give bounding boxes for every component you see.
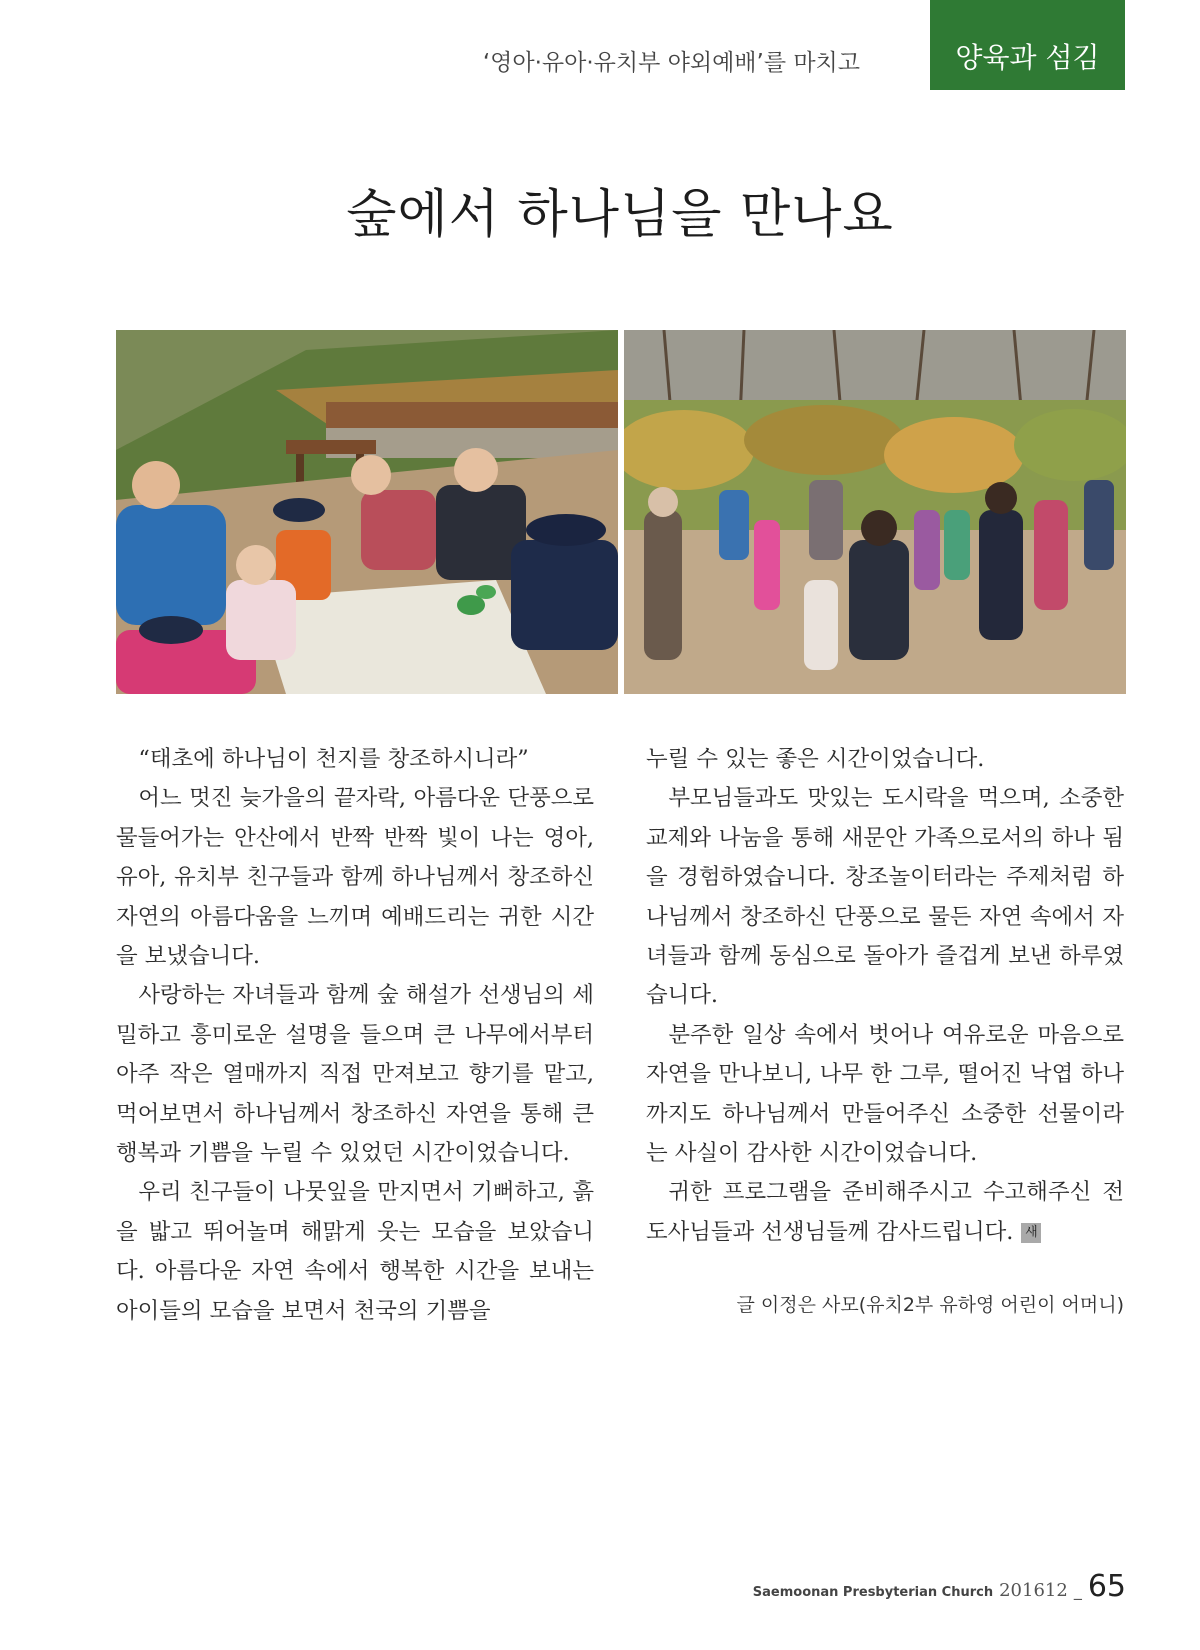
page-footer xyxy=(753,1569,1126,1604)
photo-children-drawing xyxy=(116,330,618,694)
footer-separator: _ xyxy=(1073,1581,1082,1600)
body-paragraph: 우리 친구들이 나뭇잎을 만지면서 기뻐하고, 흙을 밟고 뛰어놀며 해맑게 웃는 모습을 보았습니다. 아름다운 자연 속에서 행복한 시간을 보내는 아이들의 모습을 보면서 천국의 기쁨을 xyxy=(116,1179,594,1324)
body-paragraph: 분주한 일상 속에서 벗어나 여유로운 마음으로 자연을 만나보니, 나무 한 그루, 떨어진 낙엽 하나까지도 하나님께서 만들어주신 소중한 선물이라는 사실이 감사한 시간이었습니다. xyxy=(646,1021,1124,1167)
page-title: 숲에서 하나님을 만나요 xyxy=(346,185,894,245)
body-paragraph: 사랑하는 자녀들과 함께 숲 해설가 선생님의 세밀하고 흥미로운 설명을 들으며 큰 나무에서부터 아주 작은 열매까지 직접 만져보고 향기를 맡고, 먹어보면서 하나님께서 창조하신 자연을 통해 큰 행복과 기쁨을 누릴 수 있었던 시간이었습니다. xyxy=(116,982,594,1167)
quote-paragraph: “태초에 하나님이 천지를 창조하시니라” xyxy=(138,746,529,772)
author-byline: 글 이정은 사모(유치2부 유하영 어린이 어머니) xyxy=(736,1294,1124,1316)
photo-forest-gathering xyxy=(624,330,1126,694)
closing-paragraph xyxy=(646,1173,1124,1252)
header-subtitle: ‘영아·유아·유치부 야외예배’를 마치고 xyxy=(482,50,860,76)
footer-issue: 201612 xyxy=(999,1580,1068,1601)
article-column-right xyxy=(646,740,1124,1252)
body-paragraph-continued: 누릴 수 있는 좋은 시간이었습니다. xyxy=(646,746,985,772)
closing-text: 귀한 프로그램을 준비해주시고 수고해주신 전도사님들과 선생님들께 감사드립니다. xyxy=(646,1179,1124,1245)
body-paragraph: 어느 멋진 늦가을의 끝자락, 아름다운 단풍으로 물들어가는 안산에서 반짝 반짝 빛이 나는 영아, 유아, 유치부 친구들과 함께 하나님께서 창조하신 자연의 아름다움을 느끼며 예배드리는 귀한 시간을 보냈습니다. xyxy=(116,785,594,970)
section-tab: 양육과 섬김 xyxy=(930,0,1125,90)
page-number: 65 xyxy=(1087,1569,1126,1604)
body-paragraph: 부모님들과도 맛있는 도시락을 먹으며, 소중한 교제와 나눔을 통해 새문안 가족으로서의 하나 됨을 경험하였습니다. 창조놀이터라는 주제처럼 하나님께서 창조하신 단풍으로 물든 자연 속에서 자녀들과 함께 동심으로 돌아가 즐겁게 보낸 하루였습니다. xyxy=(646,785,1124,1009)
footer-church-name: Saemoonan Presbyterian Church xyxy=(752,1585,994,1600)
article-column-left xyxy=(116,740,594,1331)
end-mark-icon: 새 xyxy=(1021,1223,1041,1243)
